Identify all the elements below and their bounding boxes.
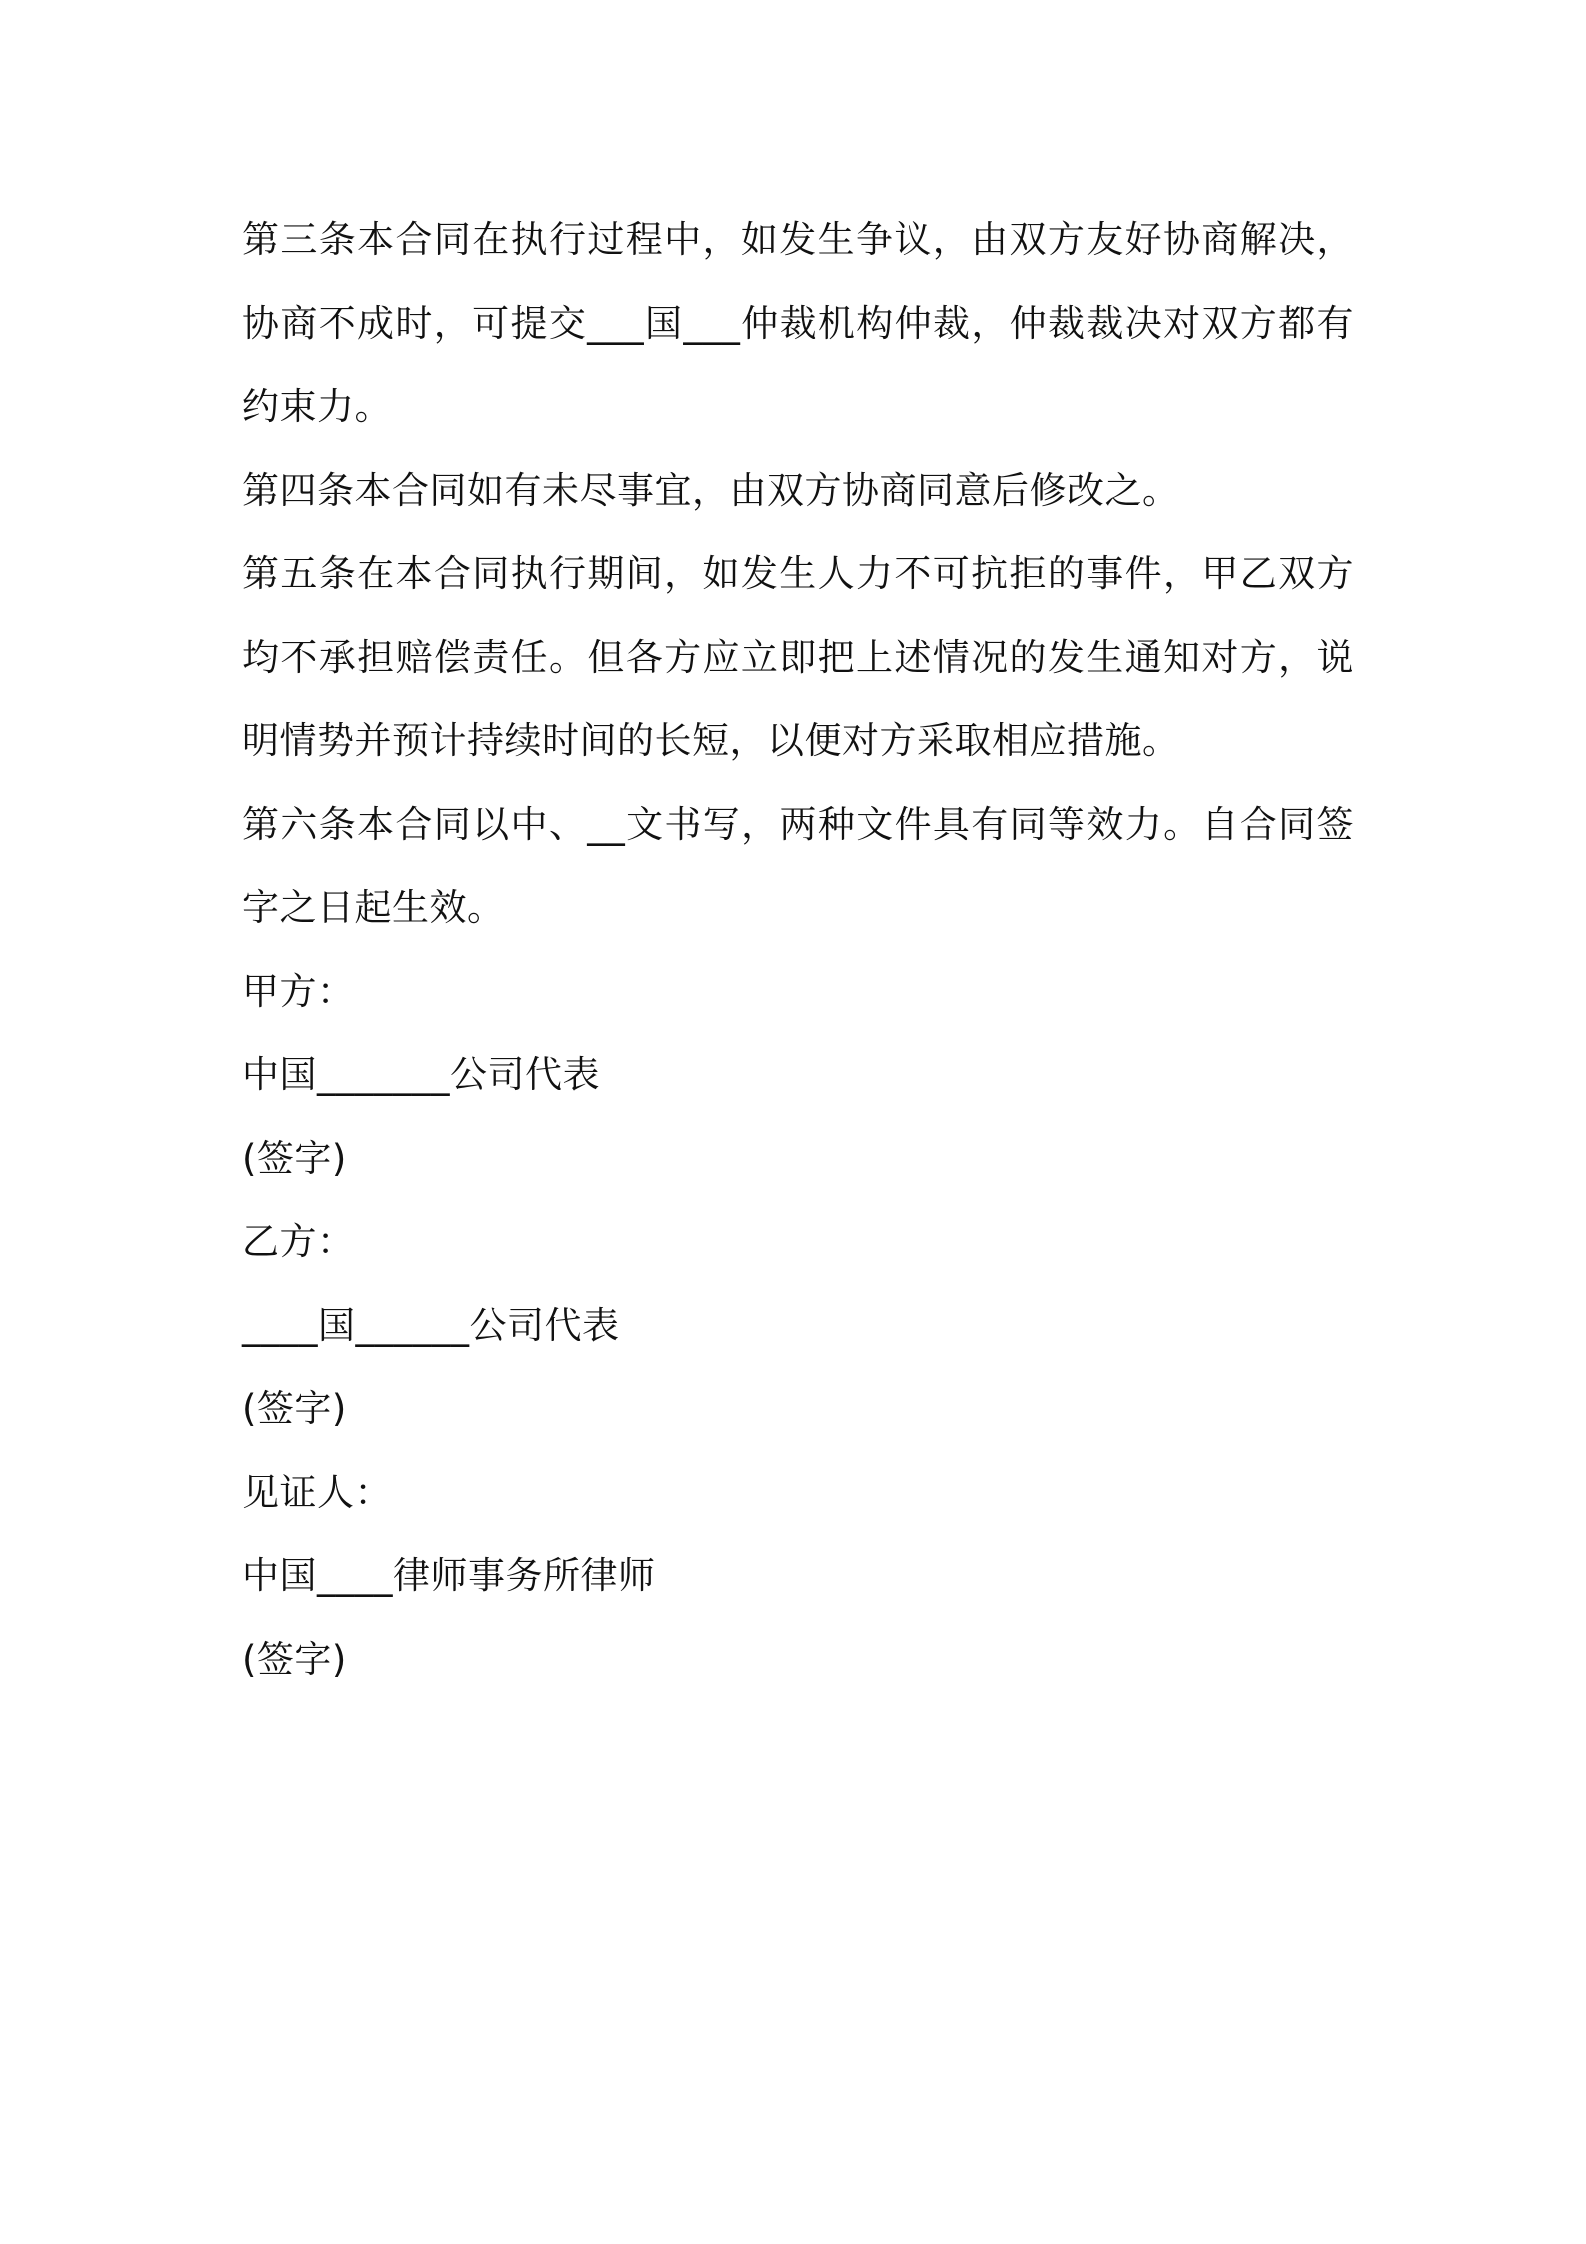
article-4: 第四条本合同如有未尽事宜，由双方协商同意后修改之。 [242,468,1180,512]
witness-label: 见证人： [242,1470,392,1514]
party-a-representative: 中国_______公司代表 [242,1053,600,1096]
party-b-signature: (签字) [242,1387,347,1430]
witness-signature: (签字) [242,1637,347,1681]
article-5: 第五条在本合同执行期间，如发生人力不可抗拒的事件，甲乙双方均不承担赔偿责任。但各方应立即把上述情况的发生通知对方，说明情势并预计持续时间的长短，以便对方采取相应措施。 [242,552,1354,762]
party-b-label: 乙方： [242,1220,355,1263]
party-a-label: 甲方： [242,969,355,1013]
document-page [242,198,1354,1701]
witness-representative: 中国____律师事务所律师 [242,1554,656,1597]
article-3: 第三条本合同在执行过程中，如发生争议，由双方友好协商解决，协商不成时，可提交___国___仲裁机构仲裁，仲裁裁决对双方都有约束力。 [242,218,1354,428]
party-a-signature: (签字) [242,1136,347,1180]
article-6: 第六条本合同以中、__文书写，两种文件具有同等效力。自合同签字之日起生效。 [242,802,1354,929]
party-b-representative: ____国______公司代表 [242,1303,620,1347]
